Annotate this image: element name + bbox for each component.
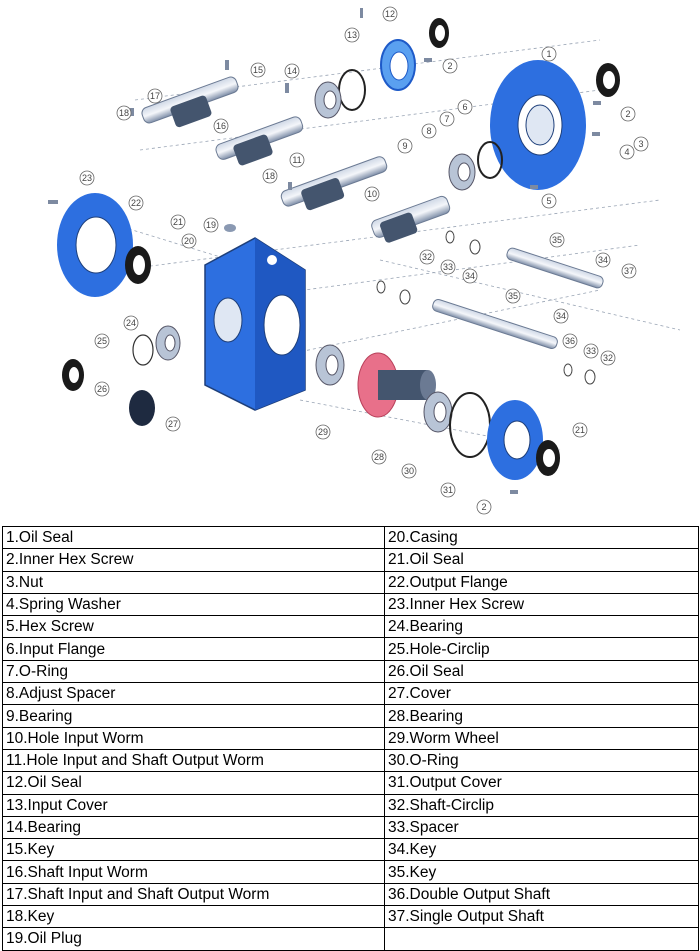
svg-text:35: 35 [507, 291, 519, 301]
parts-table-cell: 15.Key [3, 839, 385, 861]
callout-15 [251, 63, 265, 77]
callout-32 [601, 351, 615, 365]
callout-6 [458, 100, 472, 114]
parts-table-row [3, 772, 699, 794]
parts-table-cell: 12.Oil Seal [3, 772, 385, 794]
parts-table-row [3, 638, 699, 660]
callout-33 [441, 260, 455, 274]
parts-table-row [3, 816, 699, 838]
callout-25 [95, 334, 109, 348]
parts-table-row [3, 593, 699, 615]
callout-19 [204, 218, 218, 232]
part-20-casing [205, 238, 305, 410]
svg-text:17: 17 [149, 91, 161, 101]
parts-table-cell: 35.Key [385, 861, 699, 883]
parts-table-row [3, 660, 699, 682]
svg-text:13: 13 [346, 30, 358, 40]
callout-18 [263, 169, 277, 183]
part-24-bearing [156, 326, 180, 360]
svg-text:33: 33 [442, 262, 454, 272]
parts-table-cell: 16.Shaft Input Worm [3, 861, 385, 883]
callout-9 [398, 139, 412, 153]
callout-2 [621, 107, 635, 121]
callout-12 [383, 7, 397, 21]
svg-text:33: 33 [585, 346, 597, 356]
parts-table-cell: 17.Shaft Input and Shaft Output Worm [3, 883, 385, 905]
parts-table-cell: 29.Worm Wheel [385, 727, 699, 749]
part-25-hole-circlip [133, 335, 153, 365]
svg-text:19: 19 [205, 220, 217, 230]
svg-text:6: 6 [462, 102, 468, 112]
callout-34 [596, 253, 610, 267]
svg-text:24: 24 [125, 318, 137, 328]
svg-text:29: 29 [317, 427, 329, 437]
parts-table-cell: 9.Bearing [3, 705, 385, 727]
parts-table-row [3, 527, 699, 549]
circlips-and-keys [377, 231, 595, 384]
parts-table-row [3, 839, 699, 861]
svg-text:23: 23 [81, 173, 93, 183]
parts-table-cell: 23.Inner Hex Screw [385, 593, 699, 615]
svg-text:21: 21 [172, 217, 184, 227]
svg-text:3: 3 [638, 139, 644, 149]
part-30-o-ring [450, 393, 490, 457]
part-1-oil-seal [596, 63, 620, 97]
callout-8 [422, 124, 436, 138]
callout-33 [584, 344, 598, 358]
svg-text:16: 16 [215, 121, 227, 131]
part-28-bearing [316, 345, 344, 385]
callout-29 [316, 425, 330, 439]
part-21-oil-seal-left [125, 246, 151, 284]
svg-text:10: 10 [366, 189, 378, 199]
callout-1 [542, 47, 556, 61]
parts-table-cell: 11.Hole Input and Shaft Output Worm [3, 749, 385, 771]
callout-34 [463, 269, 477, 283]
parts-table-cell: 3.Nut [3, 571, 385, 593]
parts-table-cell: 8.Adjust Spacer [3, 683, 385, 705]
svg-text:34: 34 [597, 255, 609, 265]
callout-30 [402, 464, 416, 478]
part-37-single-output-shaft [506, 247, 605, 289]
parts-table-cell: 4.Spring Washer [3, 593, 385, 615]
part-10-hole-input-worm [370, 195, 451, 244]
part-6-input-flange [490, 60, 586, 190]
svg-text:7: 7 [444, 114, 450, 124]
parts-table-cell: 32.Shaft-Circlip [385, 794, 699, 816]
callout-21 [171, 215, 185, 229]
parts-table-row [3, 727, 699, 749]
svg-text:20: 20 [183, 236, 195, 246]
callout-7 [440, 112, 454, 126]
parts-table-cell: 36.Double Output Shaft [385, 883, 699, 905]
part-14-bearing [315, 82, 341, 118]
parts-table-row [3, 683, 699, 705]
parts-table-row [3, 861, 699, 883]
parts-table-cell: 37.Single Output Shaft [385, 906, 699, 928]
svg-text:5: 5 [546, 196, 552, 206]
callout-37 [622, 264, 636, 278]
callout-35 [506, 289, 520, 303]
parts-table-cell: 31.Output Cover [385, 772, 699, 794]
svg-text:1: 1 [546, 49, 552, 59]
parts-table-row [3, 928, 699, 950]
part-22-output-flange [57, 193, 133, 297]
parts-table-cell: 2.Inner Hex Screw [3, 549, 385, 571]
svg-text:8: 8 [426, 126, 432, 136]
parts-table-cell: 28.Bearing [385, 705, 699, 727]
parts-table-row [3, 549, 699, 571]
part-36-double-output-shaft [431, 298, 558, 350]
svg-text:2: 2 [481, 502, 487, 512]
svg-text:32: 32 [421, 252, 433, 262]
callout-14 [285, 64, 299, 78]
svg-text:18: 18 [264, 171, 276, 181]
callout-11 [290, 153, 304, 167]
part-28-bearing-b [424, 392, 452, 432]
callout-4 [620, 145, 634, 159]
svg-text:25: 25 [96, 336, 108, 346]
parts-table-cell: 20.Casing [385, 527, 699, 549]
svg-text:2: 2 [447, 61, 453, 71]
svg-text:27: 27 [167, 419, 179, 429]
svg-text:35: 35 [551, 235, 563, 245]
callout-2 [477, 500, 491, 514]
parts-table-cell: 33.Spacer [385, 816, 699, 838]
parts-table-cell: 5.Hex Screw [3, 616, 385, 638]
parts-table-cell: 27.Cover [385, 683, 699, 705]
callout-10 [365, 187, 379, 201]
parts-table-cell: 10.Hole Input Worm [3, 727, 385, 749]
parts-table-cell: 22.Output Flange [385, 571, 699, 593]
svg-text:34: 34 [555, 311, 567, 321]
svg-text:26: 26 [96, 384, 108, 394]
svg-text:21: 21 [574, 425, 586, 435]
svg-text:15: 15 [252, 65, 264, 75]
part-12-oil-seal [429, 18, 449, 48]
callout-28 [372, 450, 386, 464]
parts-table-cell: 14.Bearing [3, 816, 385, 838]
callout-21 [573, 423, 587, 437]
parts-list-table [2, 526, 699, 951]
parts-table-cell: 21.Oil Seal [385, 549, 699, 571]
parts-table-row [3, 571, 699, 593]
callout-36 [563, 334, 577, 348]
callout-3 [634, 137, 648, 151]
svg-text:9: 9 [402, 141, 408, 151]
parts-table-cell: 13.Input Cover [3, 794, 385, 816]
parts-table-cell: 24.Bearing [385, 616, 699, 638]
callout-2 [443, 59, 457, 73]
part-13-input-cover [381, 40, 415, 90]
parts-table-cell: 26.Oil Seal [385, 660, 699, 682]
parts-table-row [3, 906, 699, 928]
part-26-oil-seal [62, 359, 84, 391]
callout-17 [148, 89, 162, 103]
part-9-bearing [449, 154, 475, 190]
svg-text:37: 37 [623, 266, 635, 276]
parts-table-cell: 25.Hole-Circlip [385, 638, 699, 660]
callout-26 [95, 382, 109, 396]
parts-table-row [3, 794, 699, 816]
part-27-cover [129, 390, 155, 426]
part-31-output-cover [487, 400, 543, 480]
svg-text:4: 4 [624, 147, 630, 157]
svg-text:32: 32 [602, 353, 614, 363]
svg-text:14: 14 [286, 66, 298, 76]
callout-32 [420, 250, 434, 264]
svg-text:12: 12 [384, 9, 396, 19]
parts-table-row [3, 705, 699, 727]
callout-35 [550, 233, 564, 247]
svg-text:22: 22 [130, 198, 142, 208]
parts-table-cell [385, 928, 699, 950]
svg-text:34: 34 [464, 271, 476, 281]
parts-table-cell: 1.Oil Seal [3, 527, 385, 549]
svg-text:11: 11 [292, 155, 302, 165]
callout-22 [129, 196, 143, 210]
parts-table-row [3, 749, 699, 771]
part-19-oil-plug [224, 224, 236, 232]
callout-34 [554, 309, 568, 323]
svg-text:18: 18 [118, 108, 130, 118]
callout-27 [166, 417, 180, 431]
parts-table-cell: 30.O-Ring [385, 749, 699, 771]
callout-5 [542, 194, 556, 208]
callout-18 [117, 106, 131, 120]
parts-table-row [3, 616, 699, 638]
parts-table-cell: 7.O-Ring [3, 660, 385, 682]
part-7-o-ring [339, 70, 365, 110]
svg-text:36: 36 [564, 336, 576, 346]
parts-table-cell: 19.Oil Plug [3, 928, 385, 950]
parts-table-row [3, 883, 699, 905]
svg-text:30: 30 [403, 466, 415, 476]
part-21-oil-seal-right [536, 440, 560, 476]
svg-text:2: 2 [625, 109, 631, 119]
callout-23 [80, 171, 94, 185]
svg-text:28: 28 [373, 452, 385, 462]
callout-20 [182, 234, 196, 248]
parts-table-cell: 18.Key [3, 906, 385, 928]
callout-31 [441, 483, 455, 497]
parts-table-cell: 34.Key [385, 839, 699, 861]
callout-16 [214, 119, 228, 133]
svg-text:31: 31 [442, 485, 454, 495]
callout-24 [124, 316, 138, 330]
callout-13 [345, 28, 359, 42]
parts-table-cell: 6.Input Flange [3, 638, 385, 660]
